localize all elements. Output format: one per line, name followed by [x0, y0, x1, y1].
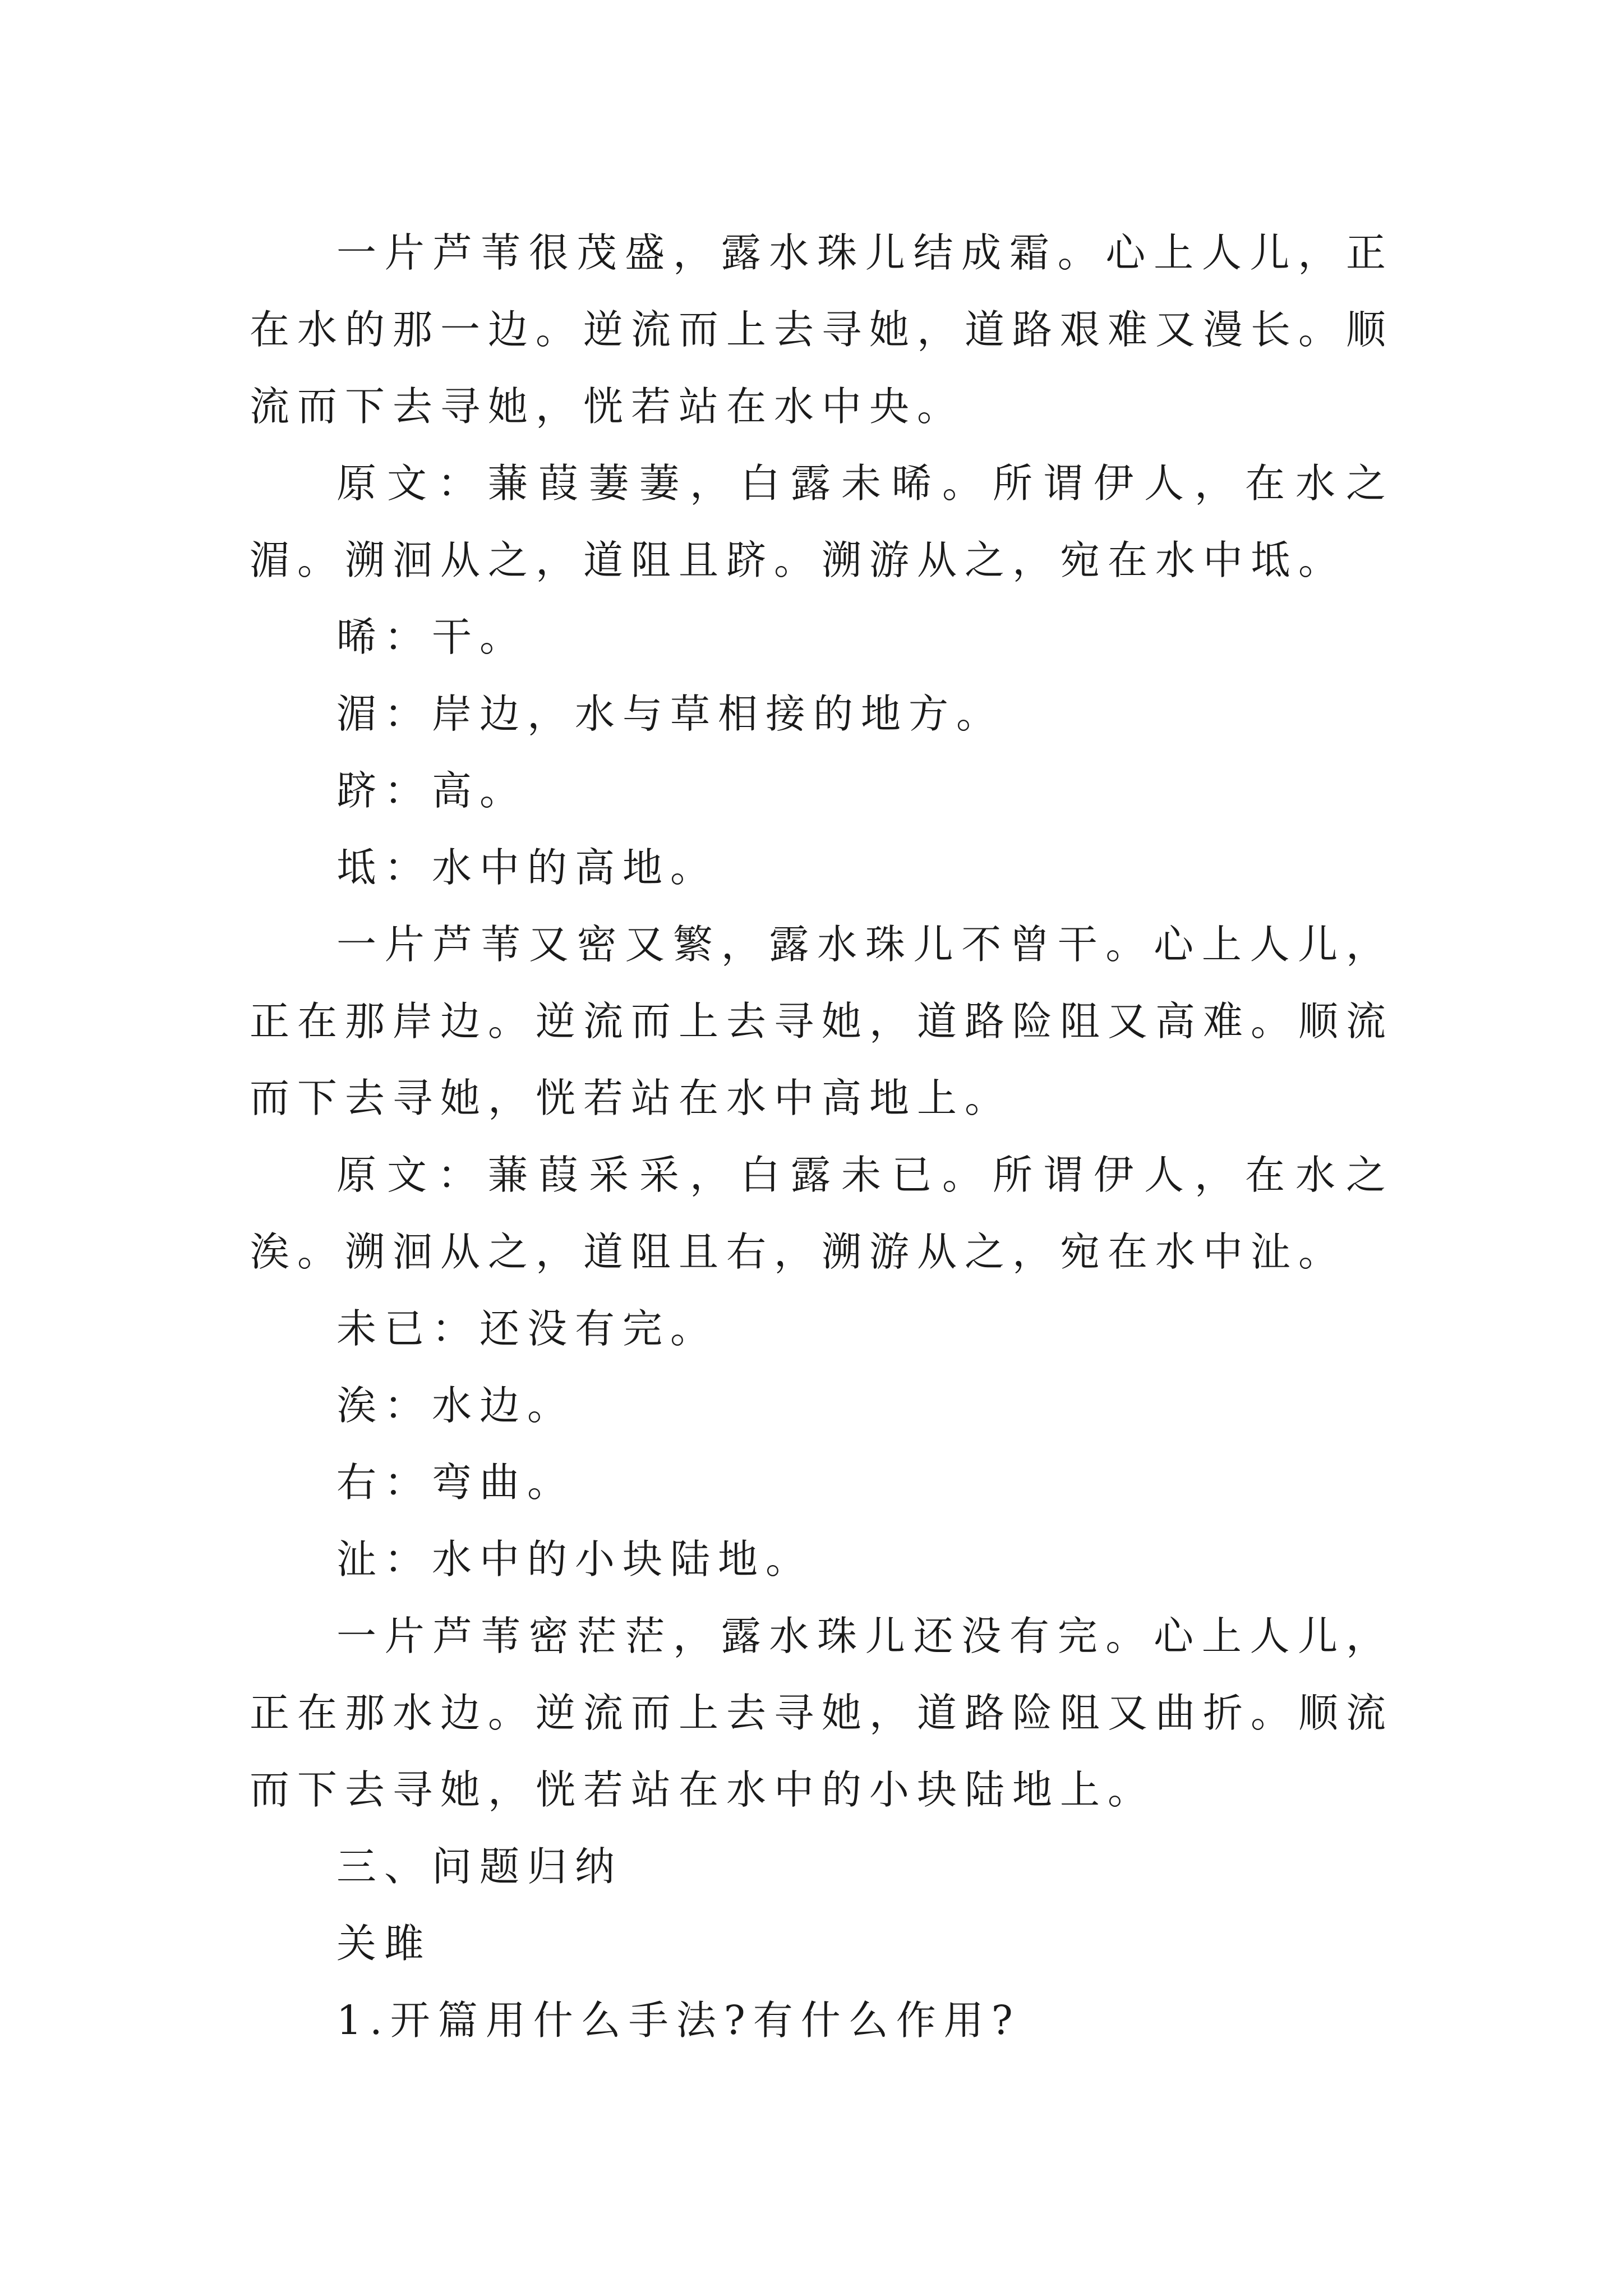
note-si: 涘：水边。	[336, 1382, 575, 1429]
note-weiyi: 未已：还没有完。	[336, 1305, 718, 1352]
note-you: 右：弯曲。	[336, 1459, 575, 1506]
paragraph-translation-2: 一片芦苇又密又繁，露水珠儿不曾干。心上人儿，正在那岸边。逆流而上去寻她，道路险阻又高难。顺流而下去寻她，恍若站在水中高地上。	[250, 921, 1394, 1121]
paragraph-translation-3: 一片芦苇密茫茫，露水珠儿还没有完。心上人儿，正在那水边。逆流而上去寻她，道路险阻又曲折。顺流而下去寻她，恍若站在水中的小块陆地上。	[250, 1613, 1394, 1813]
paragraph-translation-1: 一片芦苇很茂盛，露水珠儿结成霜。心上人儿，正在水的那一边。逆流而上去寻她，道路艰难又漫长。顺流而下去寻她，恍若站在水中央。	[250, 229, 1394, 430]
note-chi: 坻：水中的高地。	[336, 844, 718, 891]
question-item: 1.开篇用什么手法?有什么作用?	[336, 1997, 1021, 2044]
section-heading: 三、问题归纳	[336, 1843, 623, 1890]
paragraph-original-2: 原文：蒹葭萋萋，白露未晞。所谓伊人，在水之湄。溯洄从之，道阻且跻。溯游从之，宛在水中坻。	[250, 460, 1394, 583]
subsection-title: 关雎	[336, 1920, 432, 1967]
note-zhi: 沚：水中的小块陆地。	[336, 1536, 814, 1582]
note-xi: 晞：干。	[336, 614, 528, 660]
note-mei: 湄：岸边，水与草相接的地方。	[336, 691, 1004, 737]
document-body	[250, 214, 1394, 2059]
note-ji: 跻：高。	[336, 767, 528, 814]
paragraph-original-3: 原文：蒹葭采采，白露未已。所谓伊人，在水之涘。溯洄从之，道阻且右，溯游从之，宛在水中沚。	[250, 1152, 1394, 1275]
